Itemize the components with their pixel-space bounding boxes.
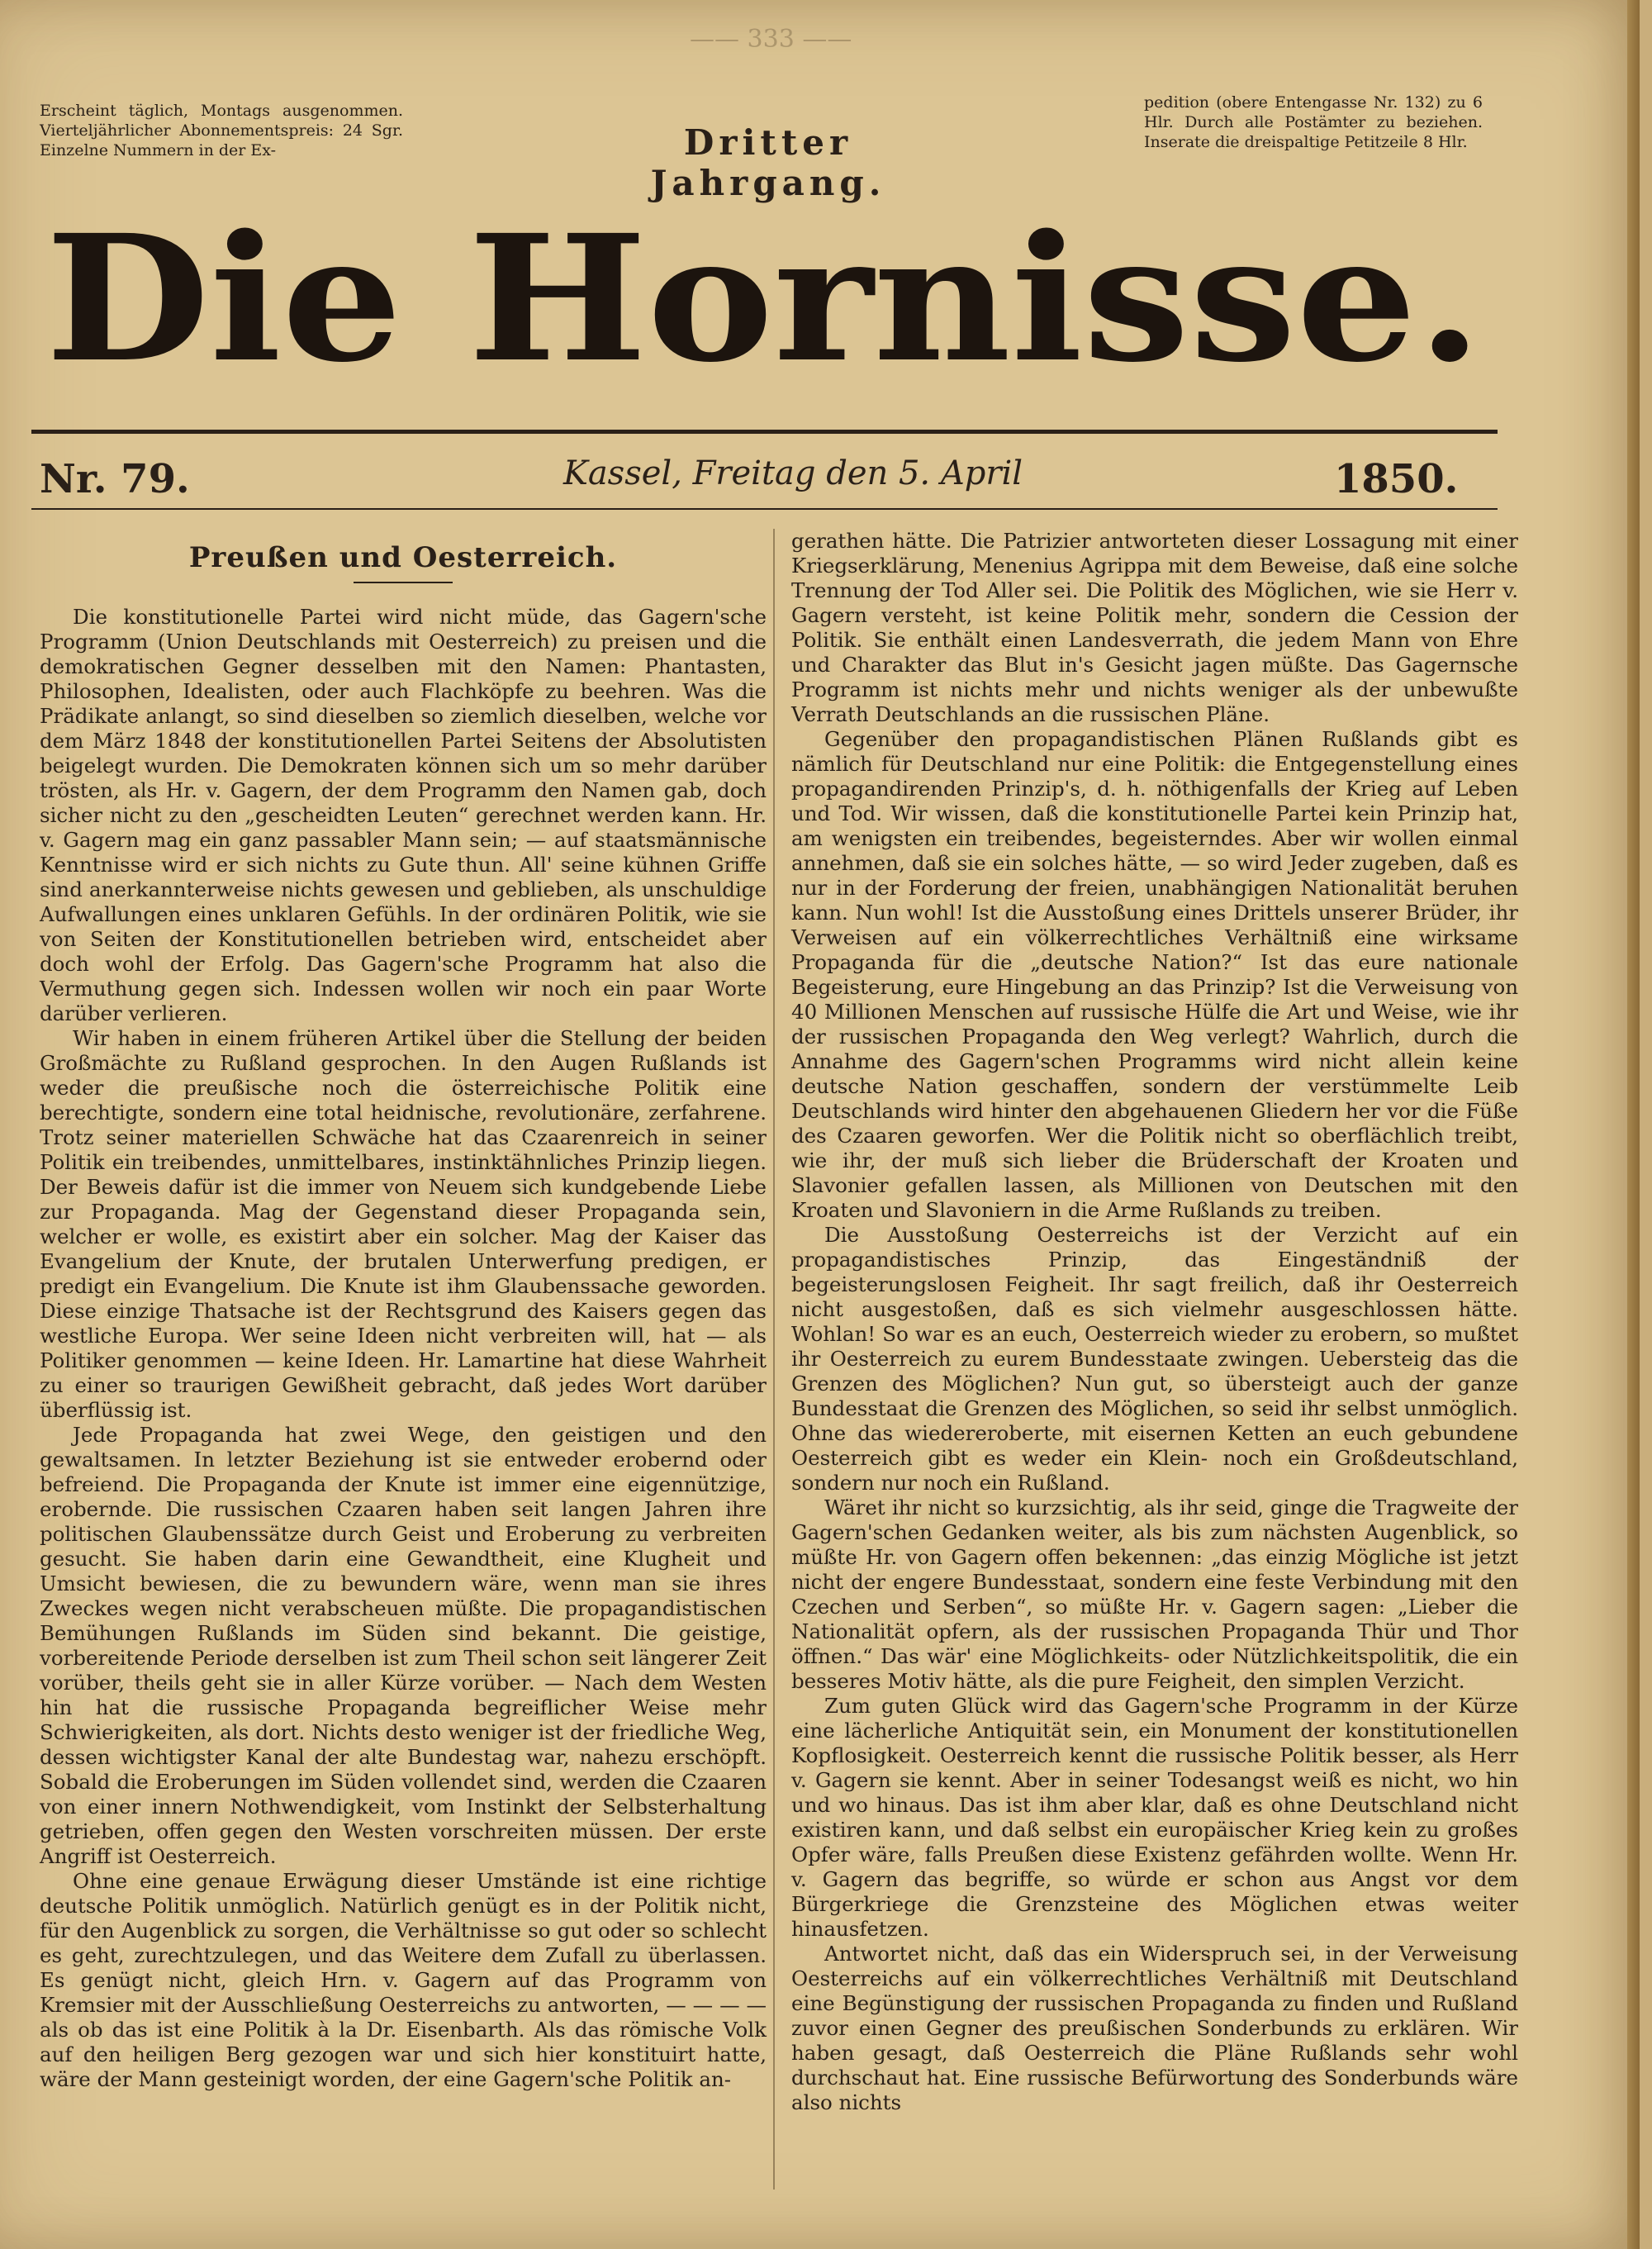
dateline-rule: [31, 508, 1498, 510]
masthead-rule: [31, 430, 1498, 434]
left-paragraph: Jede Propaganda hat zwei Wege, den geistigen und den gewaltsamen. In letzter Beziehung ist sie entweder erobernd oder befreiend. Die Propaganda der Knute ist immer eine eigennützige, erobernde. Die russischen Czaaren haben seit langen Jahren ihre politischen Glaubenssätze durch Geist und Eroberung zu verbreiten gesucht. Sie haben darin eine Gewandtheit, eine Klugheit und Umsicht bewiesen, die zu bewundern wäre, wenn man sie ihres Zweckes wegen nicht verabscheuen müßte. Die propagandistischen Bemühungen Rußlands im Süden sind bekannt. Die geistige, vorbereitende Periode derselben ist zum Theil schon seit längerer Zeit vorüber, theils geht sie in aller Kürze vorüber. — Nach dem Westen hin hat die russische Propaganda begreiflicher Weise mehr Schwierigkeiten, als dort. Nichts desto weniger ist der friedliche Weg, dessen wichtigster Kanal der alte Bundestag war, nahezu erschöpft. Sobald die Eroberungen im Süden vollendet sind, werden die Czaaren von einer innern Nothwendigkeit, vom Instinkt der Selbsterhaltung getrieben, offen gegen den Westen vorschreiten müssen. Der erste Angriff ist Oesterreich.: [40, 1423, 767, 1868]
masthead-title: [33, 223, 1495, 380]
left-paragraph: Ohne eine genaue Erwägung dieser Umstände ist eine richtige deutsche Politik unmöglich. Natürlich genügt es in der Politik nicht, für den Augenblick zu sorgen, die Verhältnisse so gut oder so schlecht es geht, zurechtzulegen, und das Weitere dem Zufall zu überlassen. Es genügt nicht, gleich Hrn. v. Gagern auf das Programm von Kremsier mit der Ausschließung Oesterreichs zu antworten, — — — — als ob das ist eine Politik à la Dr. Eisenbarth. Als das römische Volk auf den heiligen Berg gezogen war und sich hier konstituirt hatte, wäre der Mann gesteinigt worden, der eine Gagern'sche Politik an-: [40, 1869, 767, 2091]
volume-label: Dritter Jahrgang.: [650, 122, 886, 203]
right-paragraph: Wäret ihr nicht so kurzsichtig, als ihr seid, ginge die Tragweite der Gagern'schen Gedanken weiter, als bis zum nächsten Augenblick, so müßte Hr. von Gagern offen bekennen: „das einzig Mögliche ist jetzt nicht der engere Bundesstaat, sondern eine feste Verbindung mit den Czechen und Serben“, so müßte Hr. v. Gagern sagen: „Lieber die Nationalität opfern, als der russischen Propaganda Thür und Thor öffnen.“ Das wär' eine Möglichkeits- oder Nützlichkeitspolitik, die ein besseres Motiv hätte, als die pure Feigheit, den simplen Verzicht.: [791, 1495, 1518, 1693]
right-paragraph: Zum guten Glück wird das Gagern'sche Programm in der Kürze eine lächerliche Antiquität sein, ein Monument der konstitutionellen Kopflosigkeit. Oesterreich kennt die russische Politik besser, als Herr v. Gagern sie kennt. Aber in seiner Todesangst weiß es nicht, wo hin und wo hinaus. Das ist ihm aber klar, daß es ohne Deutschland nicht existiren kann, und daß selbst ein europäischer Krieg kein zu großes Opfer wäre, falls Preußen diese Existenz gefährden wollte. Wenn Hr. v. Gagern das begriffe, so würde er schon aus Angst vor dem Bürgerkriege die Grenzsteine des Möglichen etwas weiter hinausfetzen.: [791, 1694, 1518, 1941]
page-number: —— 333 ——: [690, 25, 852, 54]
right-paragraph: Gegenüber den propagandistischen Plänen Rußlands gibt es nämlich für Deutschland nur eine Politik: die Entgegenstellung eines propagandirenden Prinzip's, d. h. nöthigenfalls der Krieg auf Leben und Tod. Wir wissen, daß die konstitutionelle Partei kein Prinzip hat, am wenigsten ein treibendes, begeisterndes. Aber wir wollen einmal annehmen, daß sie ein solches hätte, — so wird Jeder zugeben, daß es nur in der Forderung der freien, unabhängigen Nationalität beruhen kann. Nun wohl! Ist die Ausstoßung eines Drittels unserer Brüder, ihr Verweisen auf ein völkerrechtliches Verhältniß eine wirksame Propaganda für die „deutsche Nation?“ Ist das eure nationale Begeisterung, eure Hingebung an das Prinzip? Ist die Verweisung von 40 Millionen Menschen auf russische Hülfe die Art und Weise, wie ihr der russischen Propaganda den Weg verlegt? Wahrlich, durch die Annahme des Gagern'schen Programms wird nicht allein keine deutsche Nation geschaffen, sondern der verstümmelte Leib Deutschlands wird hinter den abgehauenen Gliedern her vor die Füße des Czaaren geworfen. Wer die Politik nicht so oberflächlich treibt, wie ihr, der muß sich lieber die Brüderschaft der Kroaten und Slavonier gefallen lassen, als Millionen von Deutschen mit den Kroaten und Slavoniern in die Arme Rußlands zu treiben.: [791, 727, 1518, 1222]
year: 1850.: [1334, 456, 1459, 502]
right-paragraph: gerathen hätte. Die Patrizier antworteten dieser Lossagung mit einer Kriegserklärung, Menenius Agrippa mit dem Beweise, daß eine solche Trennung der Tod Aller sei. Die Politik des Möglichen, wie sie Herr v. Gagern versteht, ist keine Politik mehr, sondern die Cession der Politik. Sie enthält einen Landesverrath, die jedem Mann von Ehre und Charakter das Blut in's Gesicht jagen müßte. Das Gagernsche Programm ist nichts mehr und nichts weniger als der unbewußte Verrath Deutschlands an die russischen Pläne.: [791, 529, 1518, 726]
title-rule: [354, 582, 453, 583]
expedition-notice: pedition (obere Entengasse Nr. 132) zu 6 Hlr. Durch alle Postämter zu beziehen. Inserate die dreispaltige Petitzeile 8 Hlr.: [1144, 93, 1483, 151]
left-paragraph: Die konstitutionelle Partei wird nicht müde, das Gagern'sche Programm (Union Deutschlands mit Oesterreich) zu preisen und die demokratischen Gegner desselben mit den Namen: Phantasten, Philosophen, Idealisten, oder auch Flachköpfe zu beehren. Was die Prädikate anlangt, so sind dieselben so ziemlich dieselben, welche vor dem März 1848 der konstitutionellen Partei Seitens der Absolutisten beigelegt wurden. Die Demokraten können sich um so mehr darüber trösten, als Hr. v. Gagern, der dem Programm den Namen gab, doch sicher nicht zu den „gescheidten Leuten“ gerechnet werden kann. Hr. v. Gagern mag ein ganz passabler Mann sein; — auf staatsmännische Kenntnisse wird er sich nichts zu Gute thun. All' seine kühnen Griffe sind anerkannterweise nichts gewesen und geblieben, als unschuldige Aufwallungen eines unklaren Gefühls. In der ordinären Politik, wie sie von Seiten der Konstitutionellen betrieben wird, entscheidet aber doch wohl der Erfolg. Das Gagern'sche Programm hat also die Vermuthung gegen sich. Indessen wollen wir noch ein paar Worte darüber verlieren.: [40, 605, 767, 1025]
column-divider: [773, 529, 775, 2190]
right-paragraph: Antwortet nicht, daß das ein Widerspruch sei, in der Verweisung Oesterreichs auf ein völkerrechtliches Verhältniß mit Deutschland eine Begünstigung der russischen Propaganda zu finden und Rußland zuvor einen Gegner des preußischen Sonderbunds zu erklären. Wir haben gesagt, daß Oesterreich die Pläne Rußlands sehr wohl durchschaut hat. Eine russische Befürwortung des Sonderbunds wäre also nichts: [791, 1942, 1518, 2114]
left-column: [40, 541, 767, 2092]
right-column: [791, 529, 1518, 2115]
right-paragraph: Die Ausstoßung Oesterreichs ist der Verzicht auf ein propagandistisches Prinzip, das Eingeständniß der begeisterungslosen Feigheit. Ihr sagt freilich, daß ihr Oesterreich nicht ausgestoßen, daß es sich vielmehr ausgeschlossen hätte. Wohlan! So war es an euch, Oesterreich wieder zu erobern, so mußtet ihr Oesterreich zu eurem Bundesstaate zwingen. Uebersteig das die Grenzen des Möglichen? Nun gut, so übersteigt auch der ganze Bundesstaat die Grenzen des Möglichen, so seid ihr selbst unmöglich. Ohne das wiedereroberte, mit eisernen Ketten an euch gebundene Oesterreich gibt es weder ein Klein- noch ein Großdeutschland, sondern nur noch ein Rußland.: [791, 1223, 1518, 1495]
masthead-text: Die Hornisse.: [45, 223, 1483, 380]
page-edge: [1627, 0, 1640, 2249]
subscription-notice: Erscheint täglich, Montags ausgenommen. Vierteljährlicher Abonnementspreis: 24 Sgr. Einzelne Nummern in der Ex-: [40, 102, 403, 159]
issue-number: Nr. 79.: [40, 456, 190, 502]
masthead-svg: [33, 223, 1495, 380]
dateline: Kassel, Freitag den 5. April: [563, 454, 1023, 492]
left-paragraph: Wir haben in einem früheren Artikel über die Stellung der beiden Großmächte zu Rußland gesprochen. In den Augen Rußlands ist weder die preußische noch die österreichische Politik eine berechtigte, sondern eine total heidnische, revolutionäre, zerfahrene. Trotz seiner materiellen Schwäche hat das Czaarenreich in seiner Politik ein treibendes, unmittelbares, instinktähnliches Prinzip liegen. Der Beweis dafür ist die immer von Neuem sich kundgebende Liebe zur Propaganda. Mag der Gegenstand dieser Propaganda sein, welcher er wolle, es existirt aber ein solcher. Mag der Kaiser das Evangelium der Knute, der brutalen Unterwerfung predigen, er predigt ein Evangelium. Die Knute ist ihm Glaubenssache geworden. Diese einzige Thatsache ist der Rechtsgrund des Kaisers gegen das westliche Europa. Wer seine Ideen nicht verbreiten will, hat — als Politiker genommen — keine Ideen. Hr. Lamartine hat diese Wahrheit zu einer so traurigen Gewißheit gebracht, daß jedes Wort darüber überflüssig ist.: [40, 1026, 767, 1422]
article-title: Preußen und Oesterreich.: [188, 541, 618, 574]
